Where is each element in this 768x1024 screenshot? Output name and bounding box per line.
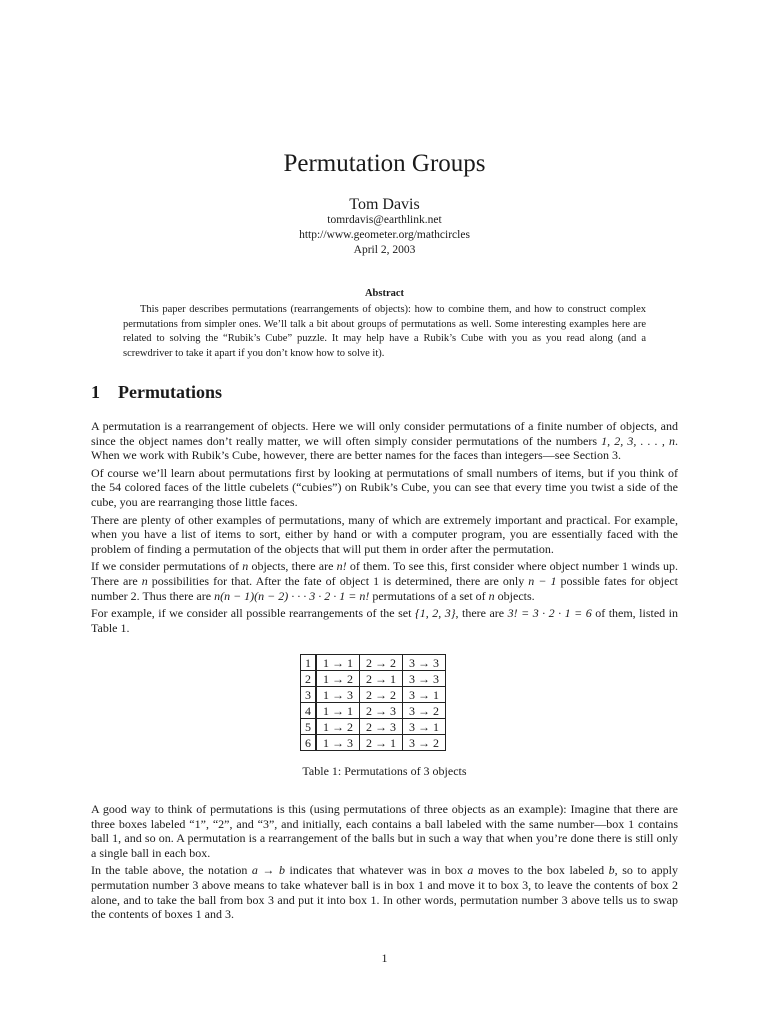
body-text-upper: [91, 419, 678, 638]
abstract-heading: Abstract: [364, 288, 405, 299]
author-info: [91, 213, 678, 258]
table-row: [301, 671, 446, 687]
table-cell: 1 → 3: [316, 735, 360, 751]
paper-author: Tom Davis: [349, 196, 420, 213]
paper-title: Permutation Groups: [283, 150, 486, 177]
paper-date: April 2, 2003: [353, 244, 416, 256]
table-cell: 1: [301, 655, 317, 671]
table-cell: 5: [301, 719, 317, 735]
section-title: Permutations: [118, 382, 222, 402]
paragraph-7: In the table above, the notation a → b indicates that whatever was in box a moves to the box labeled b, so to apply permutation number 3 above means to take whatever ball is in box 1 and move it to box 3, to leave the contents of box 2 alone, and to take the ball from box 3 and put it into box 1. In other words, permutation number 3 above tells us to swap the contents of boxes 1 and 3.: [91, 863, 678, 922]
paragraph-4: If we consider permutations of n objects, there are n! of them. To see this, first consider where object number 1 winds up. There are n possibilities for that. After the fate of object 1 is determined, there are only n − 1 possible fates for object number 2. Thus there are n(n − 1)(n − 2) · · · 3 · 2 · 1 = n! permutations of a set of n objects.: [91, 559, 678, 603]
table-cell: 3 → 2: [403, 735, 446, 751]
table-cell: 2: [301, 671, 317, 687]
table-cell: 1 → 2: [316, 671, 360, 687]
table-cell: 3 → 3: [403, 671, 446, 687]
table-cell: 2 → 2: [360, 655, 403, 671]
paragraph-1: A permutation is a rearrangement of objects. Here we will only consider permutations of a finite number of objects, and since the object names don’t really matter, we will often simply consider permutations of the numbers 1, 2, 3, . . . , n. When we work with Rubik’s Cube, however, there are better names for the faces than integers—see Section 3.: [91, 419, 679, 463]
paragraph-5: For example, if we consider all possible rearrangements of the set {1, 2, 3}, there are 3! = 3 · 2 · 1 = 6 of them, listed in Table 1.: [91, 606, 678, 635]
table-row: [301, 735, 446, 751]
permutation-table: [300, 654, 446, 751]
table-cell: 2 → 1: [360, 671, 403, 687]
paragraph-2: Of course we’ll learn about permutations first by looking at permutations of small numbers of items, but if you think of the 54 colored faces of the little cubelets (“cubies”) on Rubik’s Cube, you can see that every time you twist a side of the cube, you are rearranging those little faces.: [91, 465, 678, 509]
paragraph-3: There are plenty of other examples of permutations, many of which are extremely important and practical. For example, when you have a list of items to sort, either by hand or with a computer program, you are essentially faced with the problem of finding a permutation of the objects that will put them in order after the permutation.: [91, 512, 678, 556]
table-cell: 3 → 2: [403, 703, 446, 719]
table-row: [301, 655, 446, 671]
table-caption: Table 1: Permutations of 3 objects: [302, 764, 467, 778]
abstract-text: This paper describes permutations (rearrangements of objects): how to combine them, and how to construct complex permutations from simpler ones. We’ll talk a bit about groups of permutations as well. Some interesting examples here are related to solving the “Rubik’s Cube” puzzle. It may help have a Rubik’s Cube with you as you read along (and a screwdriver to take it apart if you don’t know how to solve it).: [123, 304, 646, 359]
author-url: http://www.geometer.org/mathcircles: [299, 229, 470, 241]
table-cell: 2 → 1: [360, 735, 403, 751]
table-cell: 2 → 3: [360, 703, 403, 719]
table-cell: 1 → 1: [316, 703, 360, 719]
table-cell: 3: [301, 687, 317, 703]
table-cell: 3 → 1: [403, 687, 446, 703]
table-cell: 2 → 3: [360, 719, 403, 735]
table-row: [301, 687, 446, 703]
table-cell: 3 → 1: [403, 719, 446, 735]
table-cell: 3 → 3: [403, 655, 446, 671]
author-email: tomrdavis@earthlink.net: [327, 214, 442, 226]
table-cell: 1 → 2: [316, 719, 360, 735]
table-cell: 6: [301, 735, 317, 751]
table-cell: 1 → 3: [316, 687, 360, 703]
table-cell: 4: [301, 703, 317, 719]
section-number: 1: [91, 382, 100, 402]
table-row: [301, 703, 446, 719]
page-number: 1: [381, 951, 388, 965]
paragraph-6: A good way to think of permutations is this (using permutations of three objects as an example): Imagine that there are three boxes labeled “1”, “2”, and “3”, and initially, each contains a ball labeled with the same number—box 1 contains ball 1, and so on. A permutation is a rearrangement of the balls but in such a way that when you’re done there is still only a single ball in each box.: [91, 802, 678, 860]
table-row: [301, 719, 446, 735]
body-text-lower: [91, 802, 678, 925]
table-cell: 1 → 1: [316, 655, 360, 671]
table-cell: 2 → 2: [360, 687, 403, 703]
section-heading: [91, 382, 222, 403]
